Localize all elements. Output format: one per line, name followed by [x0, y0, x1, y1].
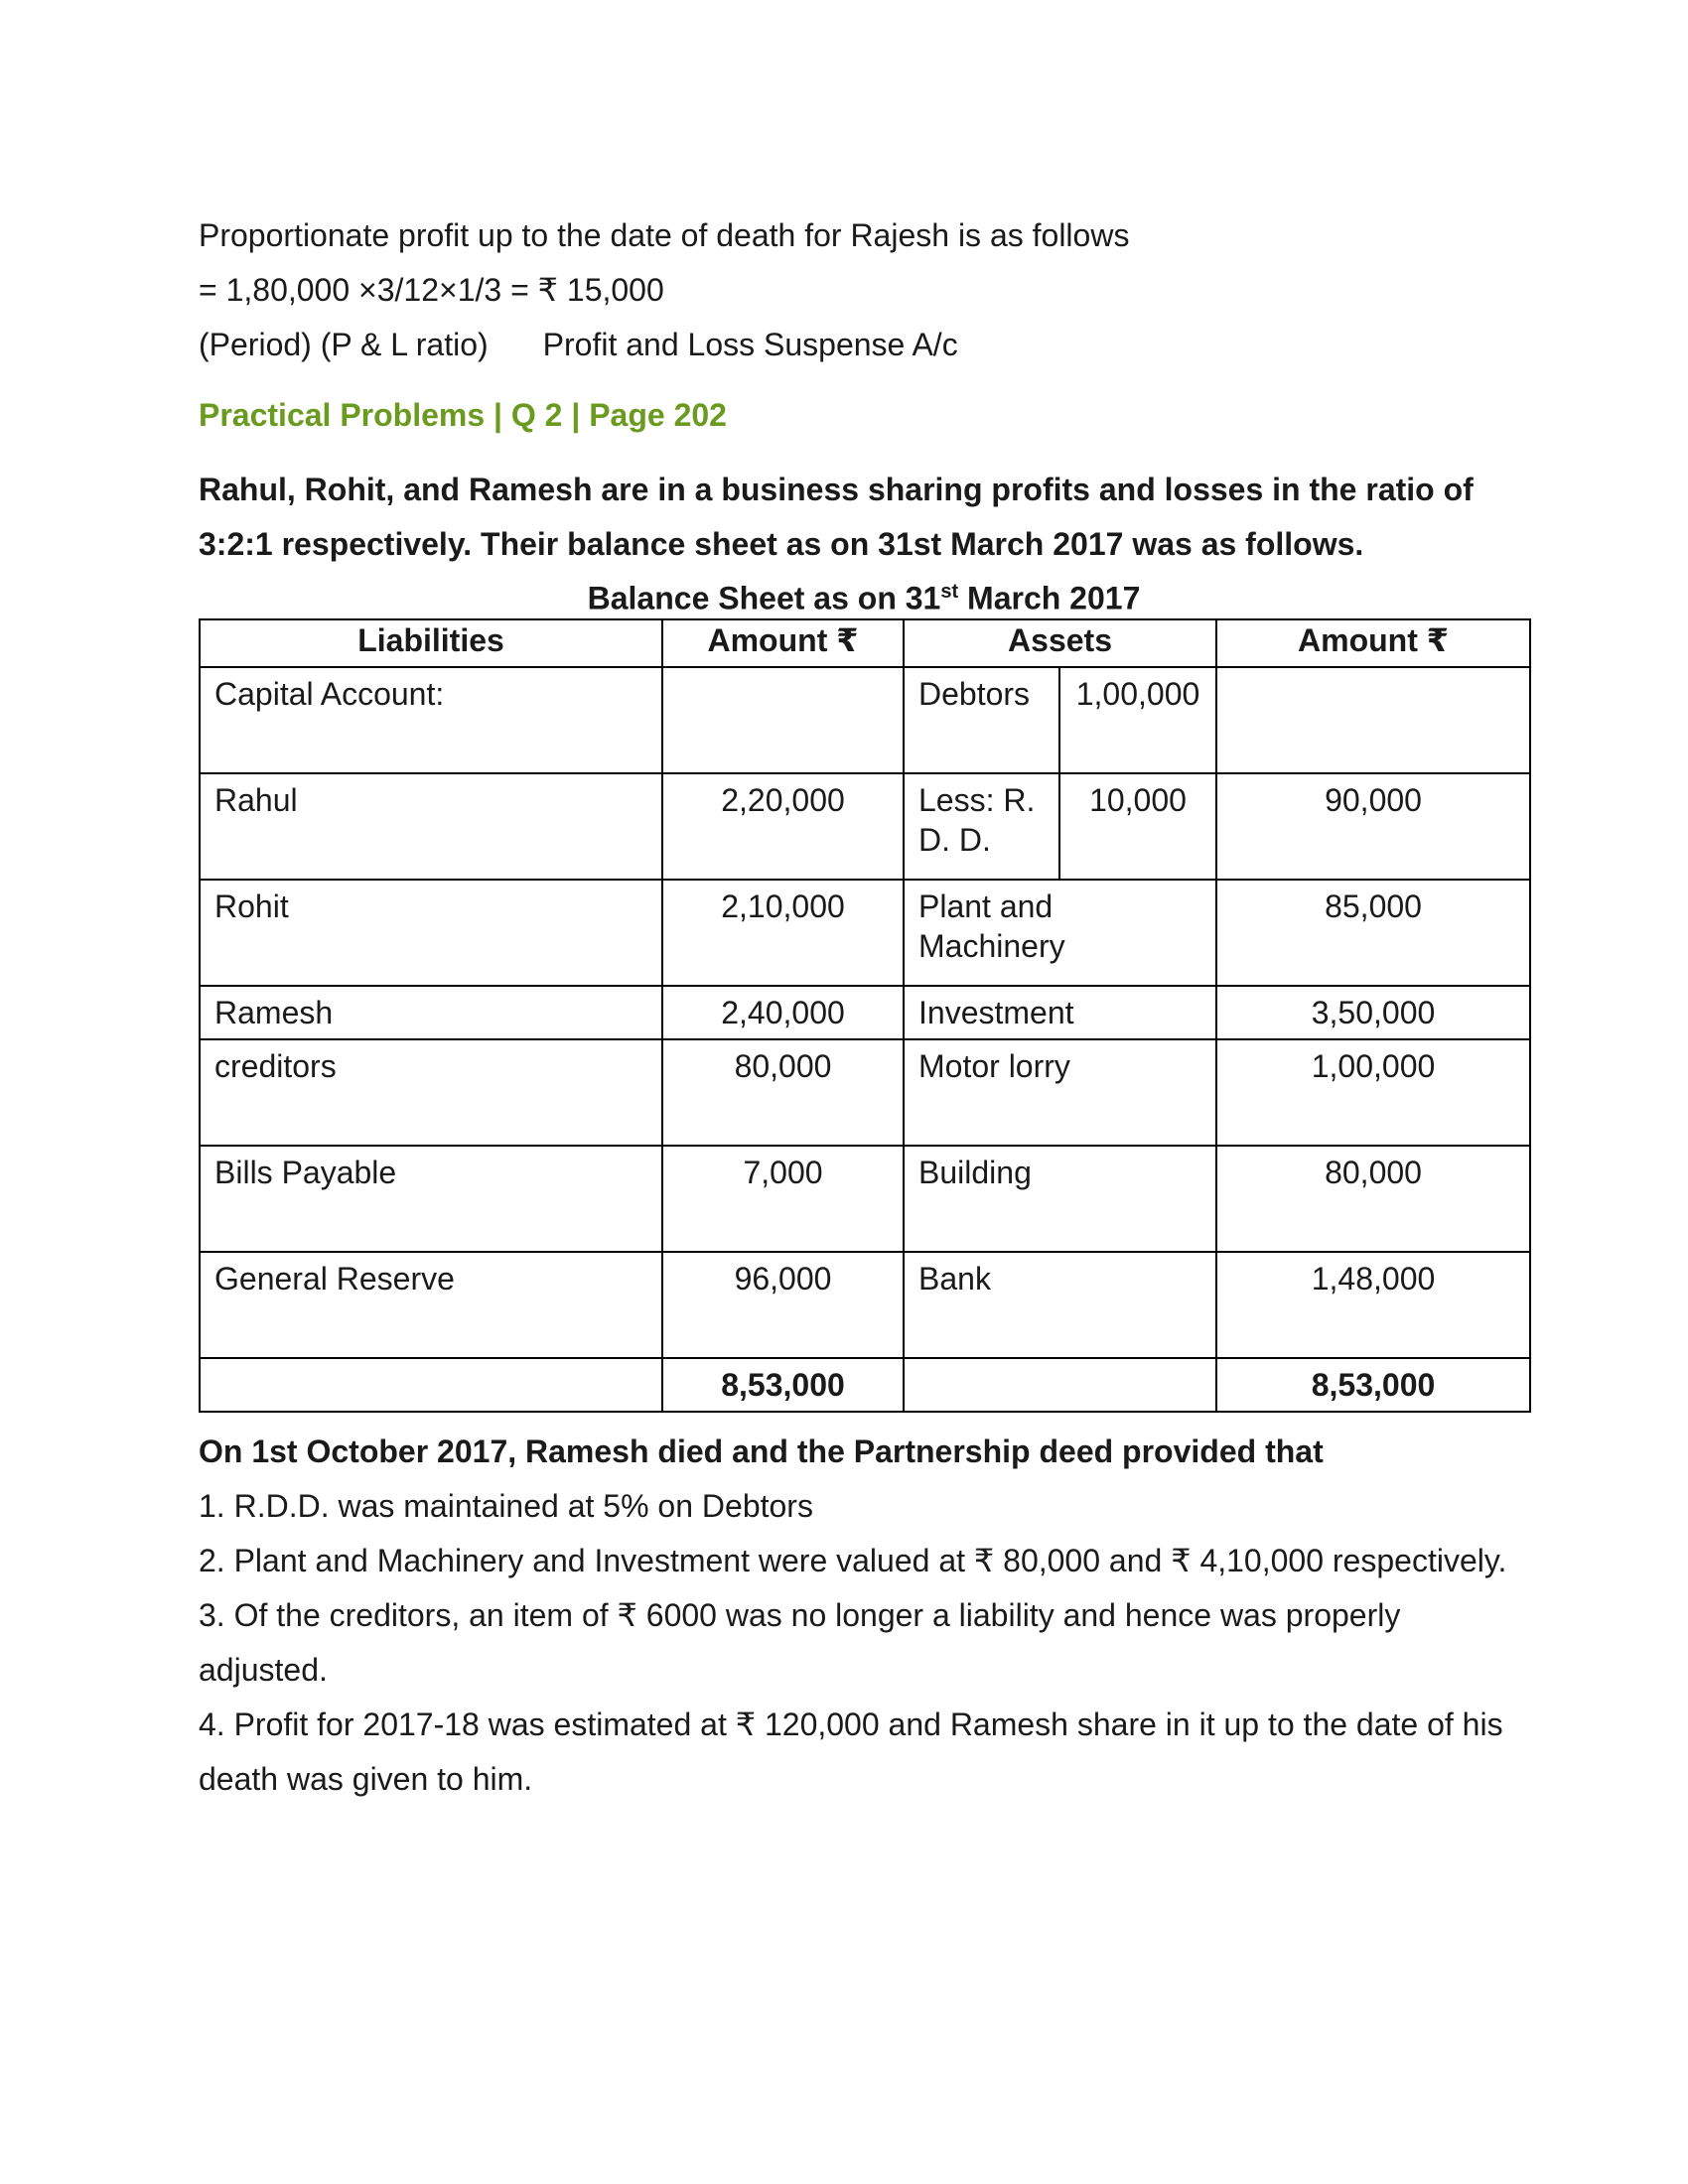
table-total-row	[200, 1358, 1530, 1412]
balance-sheet-title-suffix: March 2017	[958, 580, 1141, 616]
assets-total: 8,53,000	[1216, 1358, 1530, 1412]
header-liabilities: Liabilities	[200, 619, 662, 667]
liability-amount-cell	[662, 667, 904, 773]
header-amount-right: Amount ₹	[1216, 619, 1530, 667]
asset-cell: Building	[904, 1146, 1216, 1252]
liability-cell: creditors	[200, 1039, 662, 1146]
liability-amount-cell: 80,000	[662, 1039, 904, 1146]
liability-amount-cell: 7,000	[662, 1146, 904, 1252]
total-label-cell	[200, 1358, 662, 1412]
asset-amount-cell: 85,000	[1216, 880, 1530, 986]
table-row	[200, 1039, 1530, 1146]
asset-cell: Investment	[904, 986, 1216, 1039]
asset-amount-cell: 90,000	[1216, 773, 1530, 880]
section-heading: Practical Problems | Q 2 | Page 202	[199, 397, 727, 433]
balance-sheet-title-prefix: Balance Sheet as on 31	[587, 580, 941, 616]
intro-line-3-right: Profit and Loss Suspense A/c	[542, 327, 958, 362]
asset-cell: Debtors	[904, 667, 1059, 773]
asset-cell: Less: R. D. D.	[904, 773, 1059, 880]
list-item: 4. Profit for 2017-18 was estimated at ₹ 120,000 and Ramesh share in it up to the date of his death was given to him.	[199, 1706, 1503, 1797]
deed-heading: On 1st October 2017, Ramesh died and the Partnership deed provided that	[199, 1433, 1324, 1469]
liability-amount-cell: 2,10,000	[662, 880, 904, 986]
document-content	[199, 208, 1529, 1807]
header-amount-left: Amount ₹	[662, 619, 904, 667]
question-text: Rahul, Rohit, and Ramesh are in a business sharing profits and losses in the ratio of 3:2:1 respectively. Their balance sheet as on 31st March 2017 was as follows.	[199, 472, 1474, 562]
table-row	[200, 667, 1530, 773]
table-row	[200, 1146, 1530, 1252]
intro-line-3-left: (Period) (P & L ratio)	[199, 327, 489, 362]
asset-amount-cell: 80,000	[1216, 1146, 1530, 1252]
asset-sub-amount-cell: 10,000	[1059, 773, 1216, 880]
intro-line-2: = 1,80,000 ×3/12×1/3 = ₹ 15,000	[199, 272, 664, 308]
liabilities-total: 8,53,000	[662, 1358, 904, 1412]
asset-cell: Motor lorry	[904, 1039, 1216, 1146]
balance-sheet-title-sup: st	[940, 581, 959, 603]
liability-cell: Bills Payable	[200, 1146, 662, 1252]
asset-amount-cell: 1,48,000	[1216, 1252, 1530, 1358]
balance-sheet-table	[199, 618, 1531, 1413]
list-item: 3. Of the creditors, an item of ₹ 6000 was no longer a liability and hence was properly adjusted.	[199, 1596, 1401, 1688]
asset-amount-cell	[1216, 667, 1530, 773]
table-row	[200, 986, 1530, 1039]
liability-cell: Rahul	[200, 773, 662, 880]
table-row	[200, 880, 1530, 986]
intro-line-1: Proportionate profit up to the date of death for Rajesh is as follows	[199, 217, 1130, 253]
balance-sheet-title	[199, 572, 1529, 618]
asset-amount-cell: 3,50,000	[1216, 986, 1530, 1039]
liability-amount-cell: 2,40,000	[662, 986, 904, 1039]
table-header-row	[200, 619, 1530, 667]
liability-amount-cell: 2,20,000	[662, 773, 904, 880]
asset-cell: Bank	[904, 1252, 1216, 1358]
table-row	[200, 1252, 1530, 1358]
asset-cell: Plant and Machinery	[904, 880, 1216, 986]
asset-sub-amount-cell: 1,00,000	[1059, 667, 1216, 773]
liability-amount-cell: 96,000	[662, 1252, 904, 1358]
liability-cell: General Reserve	[200, 1252, 662, 1358]
list-item: 1. R.D.D. was maintained at 5% on Debtors	[199, 1487, 813, 1524]
liability-cell: Capital Account:	[200, 667, 662, 773]
list-item: 2. Plant and Machinery and Investment were valued at ₹ 80,000 and ₹ 4,10,000 respectively.	[199, 1542, 1507, 1578]
intro-line-3	[199, 318, 1529, 372]
liability-cell: Ramesh	[200, 986, 662, 1039]
header-assets: Assets	[904, 619, 1216, 667]
table-row	[200, 773, 1530, 880]
asset-amount-cell: 1,00,000	[1216, 1039, 1530, 1146]
total-asset-blank-cell	[904, 1358, 1216, 1412]
liability-cell: Rohit	[200, 880, 662, 986]
